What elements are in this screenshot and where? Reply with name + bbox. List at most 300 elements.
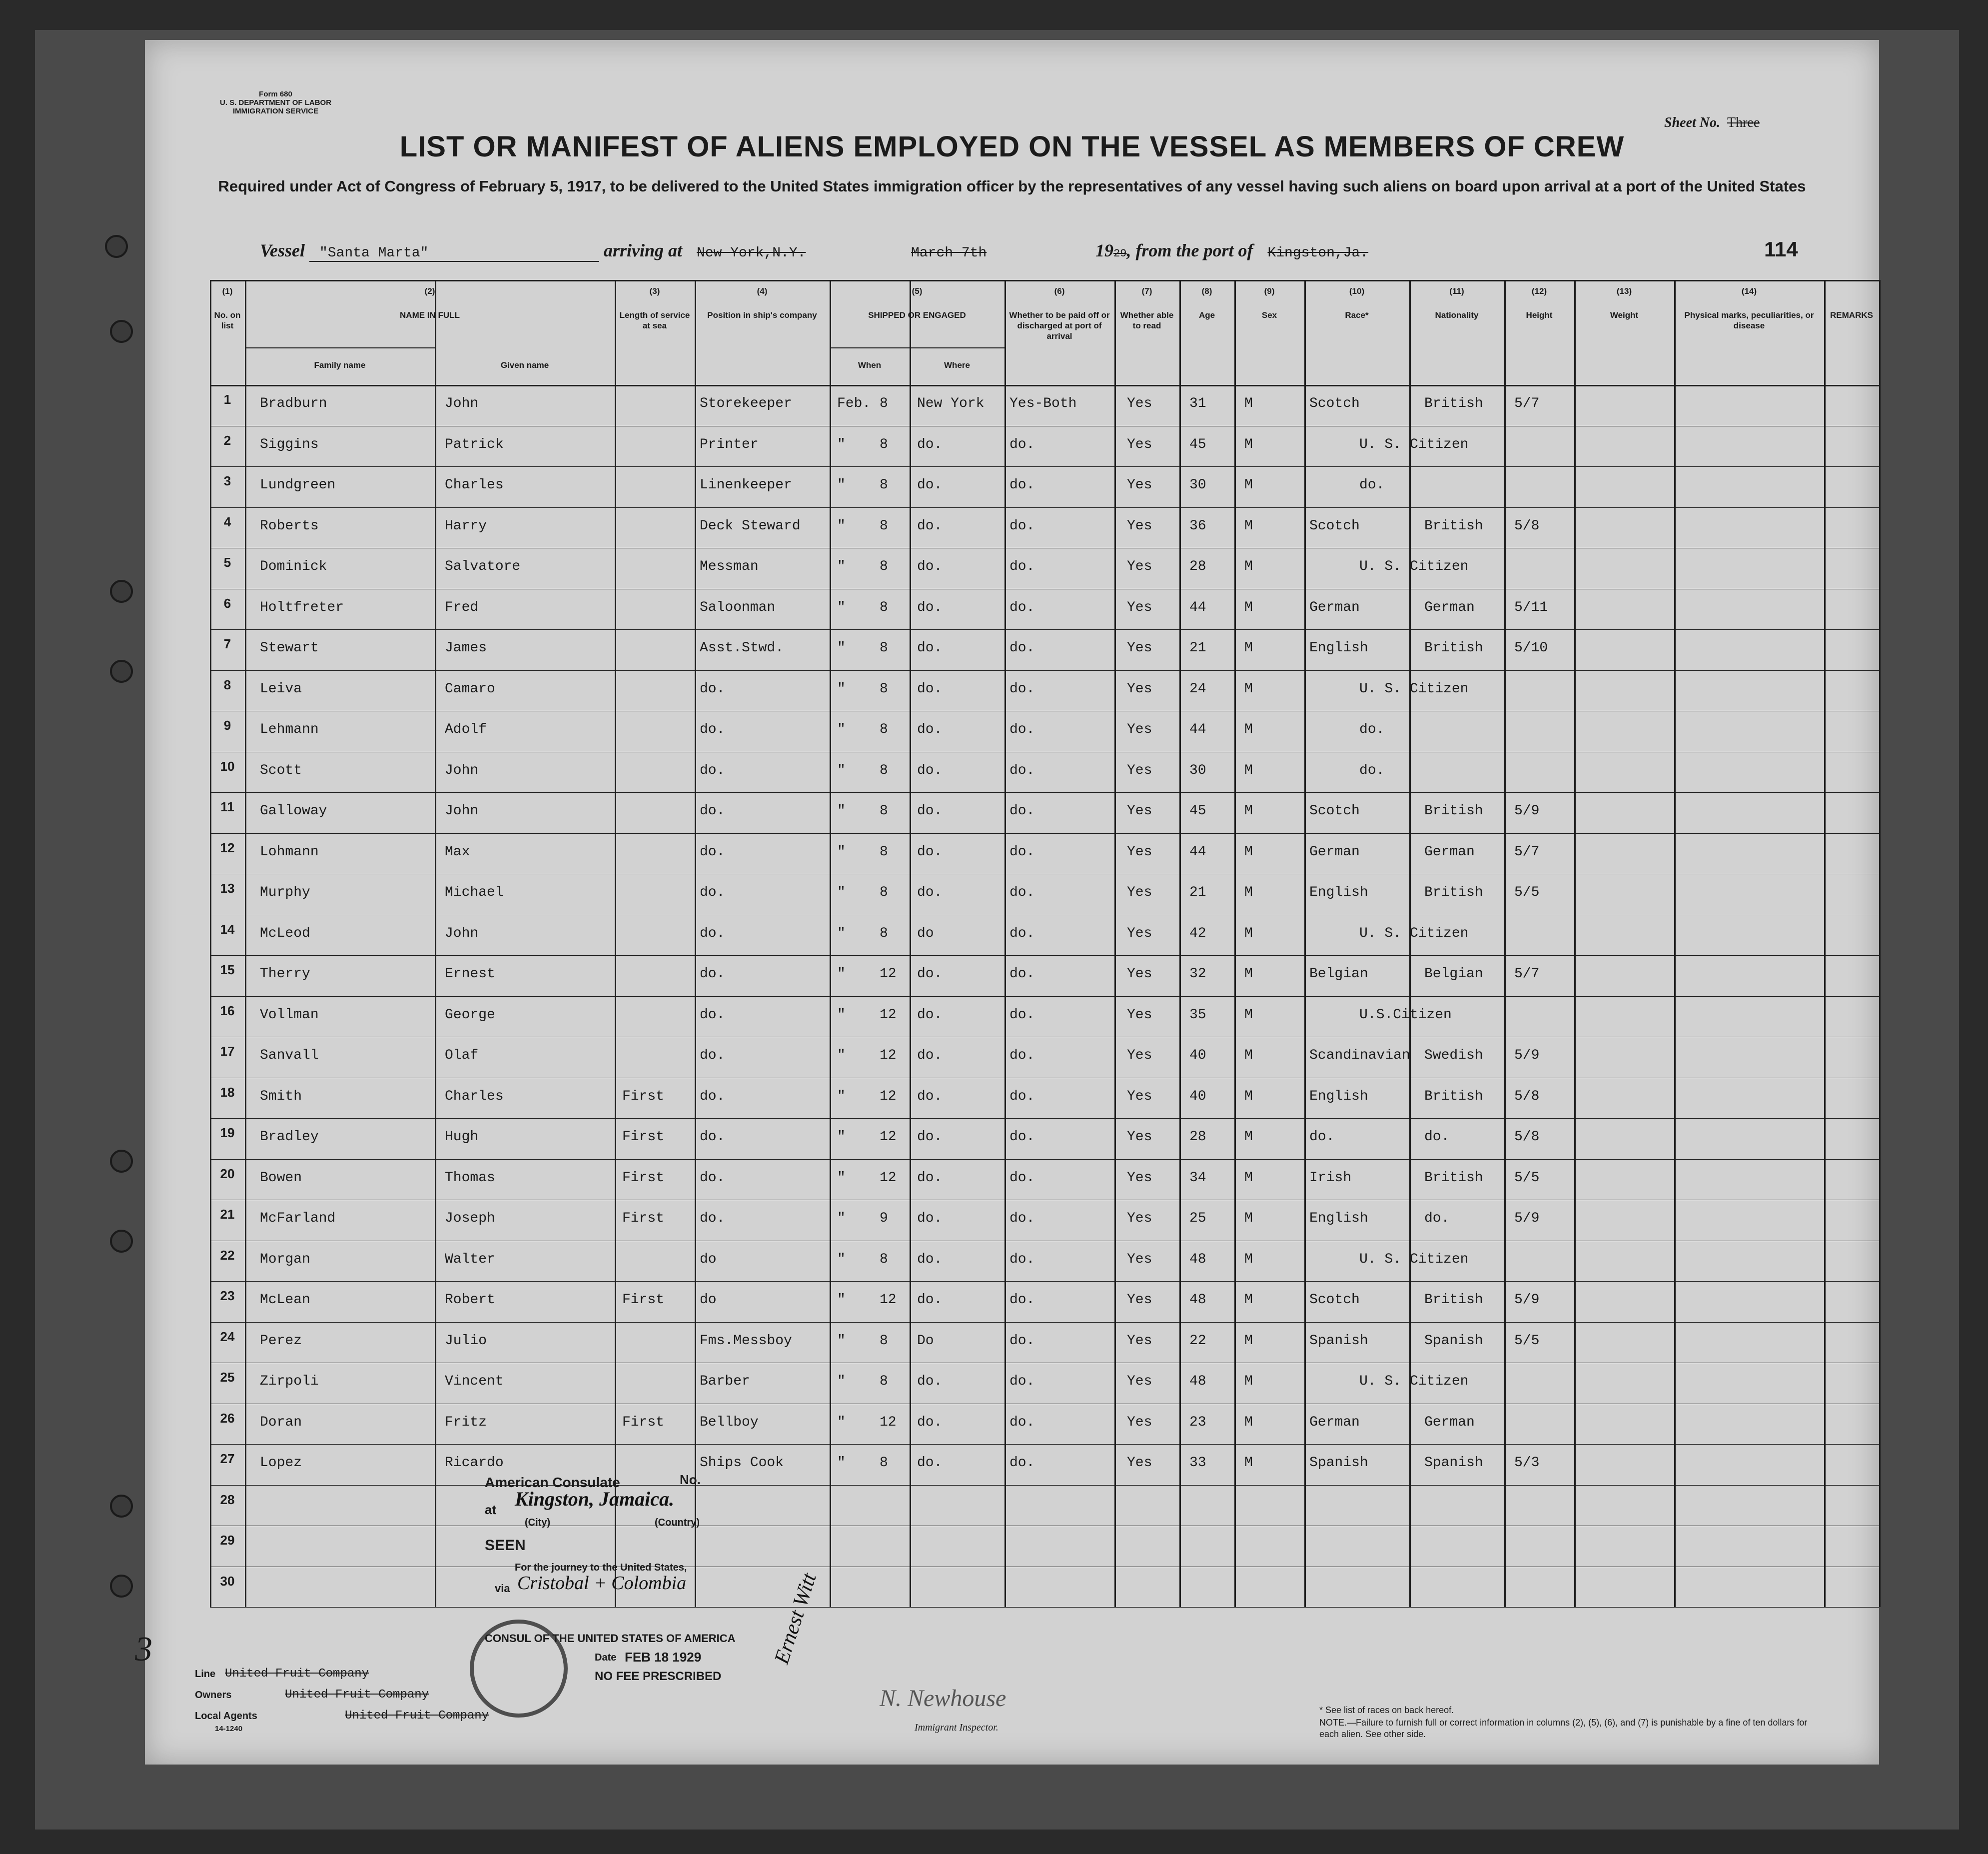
position: Barber [700,1374,750,1389]
shipped-where: do. [917,559,943,574]
given-name: John [445,925,479,941]
sex: M [1244,1170,1253,1186]
journey-label: For the journey to the United States, [515,1562,687,1573]
shipped-day: 8 [880,844,888,860]
row-number: 8 [223,677,231,692]
shipped-day: 9 [880,1211,888,1226]
country-label: (Country) [655,1517,700,1528]
position: Storekeeper [700,396,792,411]
given-name: Ricardo [445,1455,504,1471]
sex: M [1244,518,1253,534]
paid-off: do. [1009,762,1035,778]
row-number: 9 [223,718,231,733]
race: German [1309,844,1360,860]
height: 5/9 [1514,1211,1540,1226]
height: 5/8 [1514,1129,1540,1145]
nationality: do. [1359,762,1385,778]
shipped-day: 8 [880,518,888,534]
shipped-day: 8 [880,640,888,656]
col-c10-label: Race* [1345,310,1369,320]
punch-hole [110,660,133,683]
table-top-rule [210,280,1879,281]
nationality: do. [1424,1211,1450,1226]
given-name: John [445,803,479,819]
age: 22 [1189,1333,1206,1349]
race: German [1309,599,1360,615]
age: 40 [1189,1088,1206,1104]
row-number: 15 [220,962,235,977]
able-to-read: Yes [1127,1455,1152,1471]
row-rule [210,1118,1879,1119]
shipped-where: do. [917,1455,943,1471]
service-length: First [622,1211,665,1226]
position: Linenkeeper [700,477,792,493]
shipped-day: 8 [880,803,888,819]
shipped-where: do. [917,436,943,452]
owners-label: Owners [195,1690,232,1701]
col-c2-number: (2) [424,286,435,296]
row-number: 2 [223,432,231,448]
shipped-where: do. [917,518,943,534]
family-name: Dominick [260,559,327,574]
height: 5/8 [1514,1088,1540,1104]
position: do. [700,885,725,900]
shipped-where: do. [917,803,943,819]
row-number: 1 [223,392,231,407]
family-name: Murphy [260,885,310,900]
paid-off: do. [1009,1455,1035,1471]
shipped-month: " [837,803,846,819]
shipped-day: 8 [880,1251,888,1267]
col-c11-number: (11) [1449,286,1464,296]
col-c1-label: No. on list [214,310,241,330]
nationality: Spanish [1424,1333,1483,1349]
shipped-where: do. [917,1088,943,1104]
shipped-day: 8 [880,1455,888,1471]
race: Scotch [1309,518,1360,534]
nationality: British [1424,885,1483,900]
sex: M [1244,477,1253,493]
via-value: Cristobal + Colombia [517,1573,687,1594]
nationality: U. S. Citizen [1359,681,1469,697]
nationality: British [1424,640,1483,656]
from-port: Kingston,Ja. [1267,245,1369,261]
shipped-where: do. [917,722,943,737]
punch-hole [110,320,133,343]
position: do. [700,1088,725,1104]
column-rule [1824,280,1826,1607]
age: 30 [1189,477,1206,493]
age: 30 [1189,762,1206,778]
family-name: Galloway [260,803,327,819]
sex: M [1244,599,1253,615]
able-to-read: Yes [1127,966,1152,982]
column-rule [910,280,911,1607]
given-name: Fred [445,599,479,615]
shipped-day: 8 [880,885,888,900]
column-rule [1004,280,1006,1607]
age: 40 [1189,1048,1206,1063]
shipped-day: 8 [880,599,888,615]
row-number: 5 [223,555,231,570]
shipped-subhead-rule [830,347,1004,348]
nationality: U.S.Citizen [1359,1007,1452,1023]
fee-note: NO FEE PRESCRIBED [595,1670,722,1683]
vessel-label: Vessel [260,240,305,260]
position: do. [700,681,725,697]
position: Asst.Stwd. [700,640,784,656]
able-to-read: Yes [1127,396,1152,411]
arriving-label: arriving at [604,240,683,260]
shipped-where: do. [917,966,943,982]
nationality: Belgian [1424,966,1483,982]
service: IMMIGRATION SERVICE [232,107,319,115]
race: English [1309,885,1368,900]
family-name: Bradburn [260,396,327,411]
age: 21 [1189,885,1206,900]
paid-off: do. [1009,1374,1035,1389]
consulate-city-country: Kingston, Jamaica. [515,1488,674,1510]
shipped-where: do. [917,1007,943,1023]
shipped-month: " [837,1211,846,1226]
able-to-read: Yes [1127,1048,1152,1063]
department: U. S. DEPARTMENT OF LABOR [220,98,332,107]
row-number: 7 [223,636,231,651]
given-name: Camaro [445,681,495,697]
position: do. [700,762,725,778]
agents-value: United Fruit Company [345,1709,489,1723]
age: 31 [1189,396,1206,411]
races-note: * See list of races on back hereof. [1319,1705,1454,1715]
given-name: James [445,640,487,656]
able-to-read: Yes [1127,518,1152,534]
punch-hole [110,1150,133,1173]
given-name: Hugh [445,1129,479,1145]
position: do. [700,803,725,819]
shipped-month: " [837,1292,846,1308]
race: Spanish [1309,1455,1368,1471]
age: 44 [1189,722,1206,737]
shipped-day: 12 [880,1088,897,1104]
shipped-day: 8 [880,681,888,697]
given-name: Olaf [445,1048,479,1063]
sex: M [1244,722,1253,737]
shipped-month: " [837,844,846,860]
row-rule [210,955,1879,956]
row-rule [210,1159,1879,1160]
shipped-where: do. [917,1251,943,1267]
paid-off: do. [1009,681,1035,697]
vessel-line: Vessel "Santa Marta" arriving at New York,N.Y. March 7th 1929, from the port of Kingston,Ja. [260,240,1527,262]
shipped-day: 8 [880,477,888,493]
paid-off: do. [1009,722,1035,737]
row-rule [210,507,1879,508]
shipped-day: 12 [880,1129,897,1145]
punch-hole [110,1495,133,1518]
given-name: John [445,396,479,411]
nationality: British [1424,1088,1483,1104]
column-rule [1114,280,1116,1607]
race: German [1309,1414,1360,1430]
sex: M [1244,681,1253,697]
col-c8-label: Age [1198,310,1215,320]
col-c14-number: (14) [1741,286,1757,296]
shipped-where: do. [917,844,943,860]
given-name: Salvatore [445,559,521,574]
shipped-day: 12 [880,1170,897,1186]
shipped-where: do. [917,1292,943,1308]
inspector-signature: N. Newhouse [880,1685,1006,1712]
nationality: U. S. Citizen [1359,1374,1469,1389]
age: 48 [1189,1374,1206,1389]
sex: M [1244,1292,1253,1308]
shipped-month: " [837,640,846,656]
sex: M [1244,1088,1253,1104]
paid-off: do. [1009,803,1035,819]
age: 34 [1189,1170,1206,1186]
paid-off: do. [1009,885,1035,900]
nationality: U. S. Citizen [1359,1251,1469,1267]
column-rule [210,280,211,1607]
shipped-month: " [837,1251,846,1267]
shipped-month: " [837,1455,846,1471]
age: 23 [1189,1414,1206,1430]
family-name: Perez [260,1333,302,1349]
race: Spanish [1309,1333,1368,1349]
col-c9-label: Sex [1261,310,1277,320]
seen-label: SEEN [485,1537,526,1554]
row-number: 12 [220,840,235,855]
family-name: Sanvall [260,1048,319,1063]
col-c8-number: (8) [1201,286,1212,296]
age: 28 [1189,1129,1206,1145]
shipped-where: do. [917,640,943,656]
stamp-date: FEB 18 1929 [625,1650,702,1665]
family-name: Lehmann [260,722,319,737]
sex: M [1244,436,1253,452]
height: 5/7 [1514,396,1540,411]
height: 5/5 [1514,885,1540,900]
col-c12-number: (12) [1531,286,1547,296]
age: 45 [1189,436,1206,452]
punch-hole [110,1230,133,1253]
row-number: 16 [220,1003,235,1018]
given-name: Vincent [445,1374,504,1389]
able-to-read: Yes [1127,1374,1152,1389]
able-to-read: Yes [1127,681,1152,697]
row-number: 23 [220,1288,235,1303]
shipped-month: " [837,477,846,493]
column-rule [1674,280,1676,1607]
column-rule [1504,280,1506,1607]
given-name: Robert [445,1292,495,1308]
nationality: German [1424,599,1475,615]
col-given-name-label: Given name [500,360,549,370]
row-number: 28 [220,1492,235,1507]
age: 21 [1189,640,1206,656]
col-c6-label: Whether to be paid off or discharged at port of arrival [1009,310,1110,341]
shipped-where: do [917,925,934,941]
name-subhead-rule [245,347,435,348]
nationality: do. [1359,477,1385,493]
row-number: 25 [220,1370,235,1385]
page-number: 114 [1764,237,1798,261]
nationality: British [1424,1292,1483,1308]
col-c1-number: (1) [222,286,233,296]
given-name: John [445,762,479,778]
sex: M [1244,640,1253,656]
shipped-month: Feb. [837,396,871,411]
col-c14-label: Physical marks, peculiarities, or disease [1684,310,1814,330]
paid-off: do. [1009,1170,1035,1186]
page-title: LIST OR MANIFEST OF ALIENS EMPLOYED ON THE VESSEL AS MEMBERS OF CREW [399,130,1625,163]
shipped-where: do. [917,1170,943,1186]
height: 5/5 [1514,1333,1540,1349]
paid-off: Yes-Both [1009,396,1077,411]
row-number: 26 [220,1410,235,1426]
able-to-read: Yes [1127,1007,1152,1023]
sex: M [1244,1333,1253,1349]
family-name: Therry [260,966,310,982]
row-number: 19 [220,1125,235,1140]
sex: M [1244,1414,1253,1430]
paid-off: do. [1009,1088,1035,1104]
col-where-label: Where [944,360,970,370]
age: 25 [1189,1211,1206,1226]
position: do. [700,844,725,860]
paid-off: do. [1009,925,1035,941]
shipped-month: " [837,1048,846,1063]
city-label: (City) [525,1517,551,1528]
row-rule [210,792,1879,793]
race: Scotch [1309,1292,1360,1308]
age: 33 [1189,1455,1206,1471]
nationality: British [1424,396,1483,411]
form-number: Form 680 [259,90,292,98]
given-name: Charles [445,477,504,493]
col-c4-number: (4) [757,286,768,296]
paid-off: do. [1009,559,1035,574]
shipped-month: " [837,1129,846,1145]
shipped-month: " [837,436,846,452]
sheet-number [1664,115,1760,131]
shipped-day: 8 [880,436,888,452]
paid-off: do. [1009,477,1035,493]
position: do. [700,1170,725,1186]
manifest-sheet [135,40,1879,1765]
paid-off: do. [1009,599,1035,615]
row-number: 13 [220,881,235,896]
sex: M [1244,396,1253,411]
able-to-read: Yes [1127,844,1152,860]
penalty-note: NOTE.—Failure to furnish full or correct information in columns (2), (5), (6), and (7) is punishable by a fine of ten dollars for each alien. See other side. [1319,1718,1808,1739]
sheet-label: Sheet No. [1664,115,1720,130]
paid-off: do. [1009,640,1035,656]
height: 5/7 [1514,966,1540,982]
shipped-month: " [837,681,846,697]
stamp-signature: Ernest Witt [770,1570,821,1667]
column-rule [245,280,246,1607]
col-c3-number: (3) [649,286,660,296]
family-name: Morgan [260,1251,310,1267]
column-rule [1574,280,1576,1607]
able-to-read: Yes [1127,1292,1152,1308]
col-c13-label: Weight [1610,310,1639,320]
able-to-read: Yes [1127,1088,1152,1104]
page-subtitle: Required under Act of Congress of February 5, 1917, to be delivered to the United States immigration officer by the representatives of any vessel having such aliens on board upon arrival at a port of the United States [218,177,1806,195]
service-length: First [622,1414,665,1430]
row-rule [210,996,1879,997]
nationality: U. S. Citizen [1359,559,1469,574]
paid-off: do. [1009,1211,1035,1226]
shipped-month: " [837,559,846,574]
shipped-where: Do [917,1333,934,1349]
arrival-date: March 7th [911,245,987,261]
shipped-where: do. [917,477,943,493]
age: 32 [1189,966,1206,982]
row-rule [210,1322,1879,1323]
position: Deck Steward [700,518,801,534]
col-c3-label: Length of service at sea [619,310,690,330]
shipped-where: do. [917,681,943,697]
able-to-read: Yes [1127,436,1152,452]
position: Ships Cook [700,1455,784,1471]
arrival-year: 29 [1113,247,1127,260]
family-name: Doran [260,1414,302,1430]
nationality: do. [1359,722,1385,737]
shipped-month: " [837,1374,846,1389]
paid-off: do. [1009,1048,1035,1063]
position: Fms.Messboy [700,1333,792,1349]
family-name: Scott [260,762,302,778]
family-name: Zirpoli [260,1374,319,1389]
nationality: Swedish [1424,1048,1483,1063]
given-name: Adolf [445,722,487,737]
col-c5-label: SHIPPED OR ENGAGED [868,310,966,320]
able-to-read: Yes [1127,1129,1152,1145]
given-name: Charles [445,1088,504,1104]
inspector-label: Immigrant Inspector. [915,1722,998,1733]
row-number: 27 [220,1451,235,1466]
age: 36 [1189,518,1206,534]
shipped-where: do. [917,1048,943,1063]
family-name: Bowen [260,1170,302,1186]
shipped-where: do. [917,885,943,900]
via-label: via [495,1582,510,1595]
position: do. [700,1129,725,1145]
shipped-day: 12 [880,966,897,982]
age: 28 [1189,559,1206,574]
shipped-month: " [837,1007,846,1023]
header-bottom-rule [210,385,1879,386]
height: 5/9 [1514,1292,1540,1308]
row-rule [210,1281,1879,1282]
shipped-where: do. [917,1211,943,1226]
row-rule [210,629,1879,630]
punch-hole [110,580,133,603]
col-c5-number: (5) [912,286,923,296]
age: 48 [1189,1251,1206,1267]
paid-off: do. [1009,1333,1035,1349]
service-length: First [622,1088,665,1104]
position: do. [700,722,725,737]
punch-hole [105,235,128,258]
able-to-read: Yes [1127,640,1152,656]
corner-mark: 3 [135,1630,152,1669]
sex: M [1244,844,1253,860]
race: English [1309,1211,1368,1226]
height: 5/10 [1514,640,1548,656]
